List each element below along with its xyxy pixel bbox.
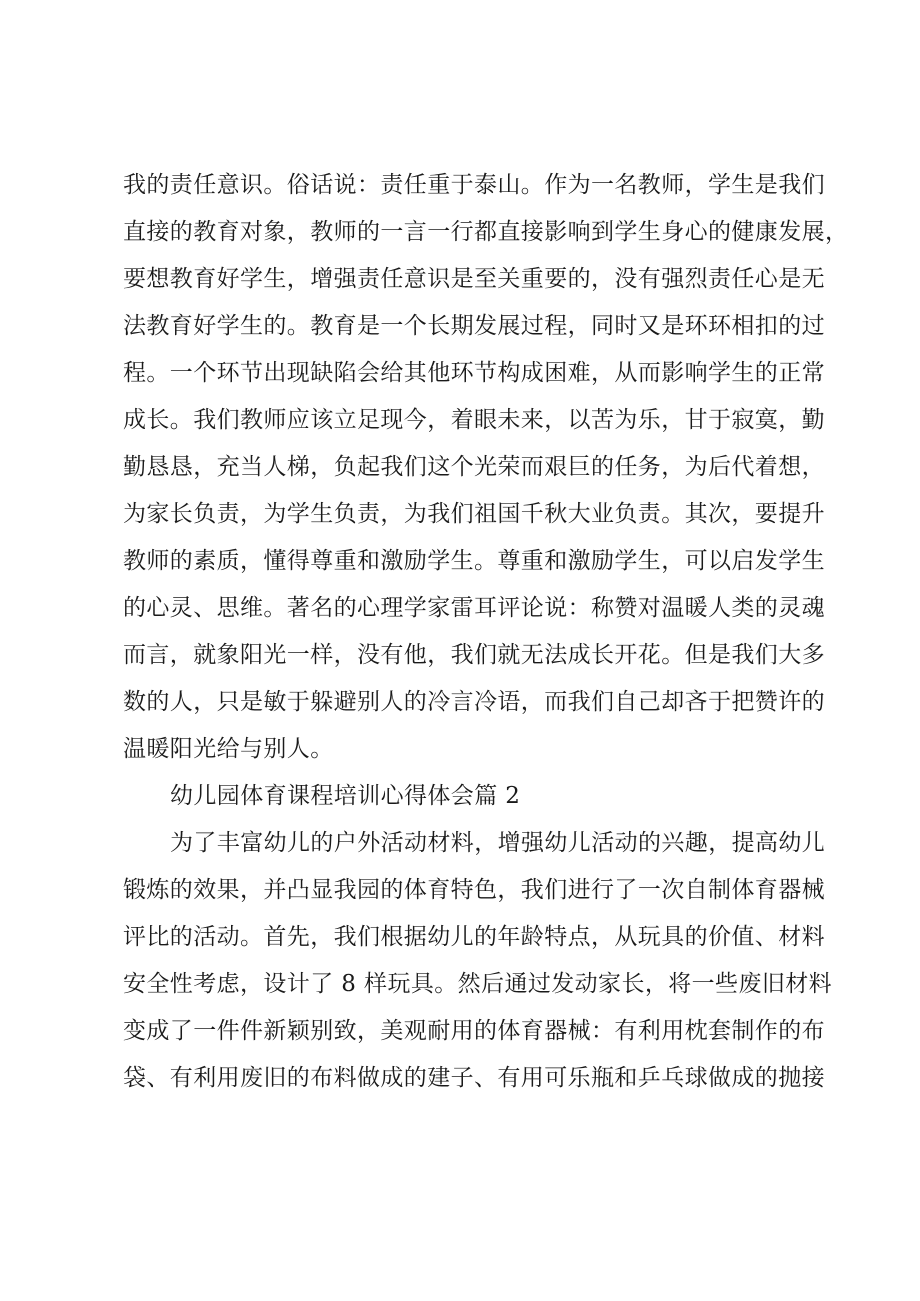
text-line: 勤恳恳，充当人梯，负起我们这个光荣而艰巨的任务，为后代着想， bbox=[123, 454, 825, 480]
text-line: 教师的素质，懂得尊重和激励学生。尊重和激励学生，可以启发学生 bbox=[123, 548, 825, 574]
text-line: 评比的活动。首先，我们根据幼儿的年龄特点，从玩具的价值、材料 bbox=[123, 924, 825, 950]
text-line: 变成了一件件新颖别致，美观耐用的体育器械：有利用枕套制作的布 bbox=[123, 1018, 825, 1044]
text-line: 成长。我们教师应该立足现今，着眼未来，以苦为乐，甘于寂寞，勤 bbox=[123, 407, 825, 433]
text-line: 的心灵、思维。著名的心理学家雷耳评论说：称赞对温暖人类的灵魂 bbox=[123, 595, 825, 621]
text-line: 为了丰富幼儿的户外活动材料，增强幼儿活动的兴趣，提高幼儿 bbox=[170, 830, 826, 856]
section-heading: 幼儿园体育课程培训心得体会篇 2 bbox=[170, 783, 521, 809]
text-line: 我的责任意识。俗话说：责任重于泰山。作为一名教师，学生是我们 bbox=[123, 172, 825, 198]
text-line: 为家长负责，为学生负责，为我们祖国千秋大业负责。其次，要提升 bbox=[123, 501, 825, 527]
text-line: 数的人，只是敏于躲避别人的冷言冷语，而我们自己却吝于把赞许的 bbox=[123, 689, 825, 715]
text-line: 袋、有利用废旧的布料做成的建子、有用可乐瓶和乒乓球做成的抛接 bbox=[123, 1065, 825, 1091]
text-line: 温暖阳光给与别人。 bbox=[123, 736, 334, 762]
text-line: 而言，就象阳光一样，没有他，我们就无法成长开花。但是我们大多 bbox=[123, 642, 825, 668]
text-line: 直接的教育对象，教师的一言一行都直接影响到学生身心的健康发展， bbox=[123, 219, 849, 245]
text-line: 要想教育好学生，增强责任意识是至关重要的，没有强烈责任心是无 bbox=[123, 266, 825, 292]
text-line: 法教育好学生的。教育是一个长期发展过程，同时又是环环相扣的过 bbox=[123, 313, 825, 339]
text-line: 锻炼的效果，并凸显我园的体育特色，我们进行了一次自制体育器械 bbox=[123, 877, 825, 903]
text-line: 安全性考虑，设计了 8 样玩具。然后通过发动家长，将一些废旧材料 bbox=[123, 971, 833, 997]
text-line: 程。一个环节出现缺陷会给其他环节构成困难，从而影响学生的正常 bbox=[123, 360, 825, 386]
